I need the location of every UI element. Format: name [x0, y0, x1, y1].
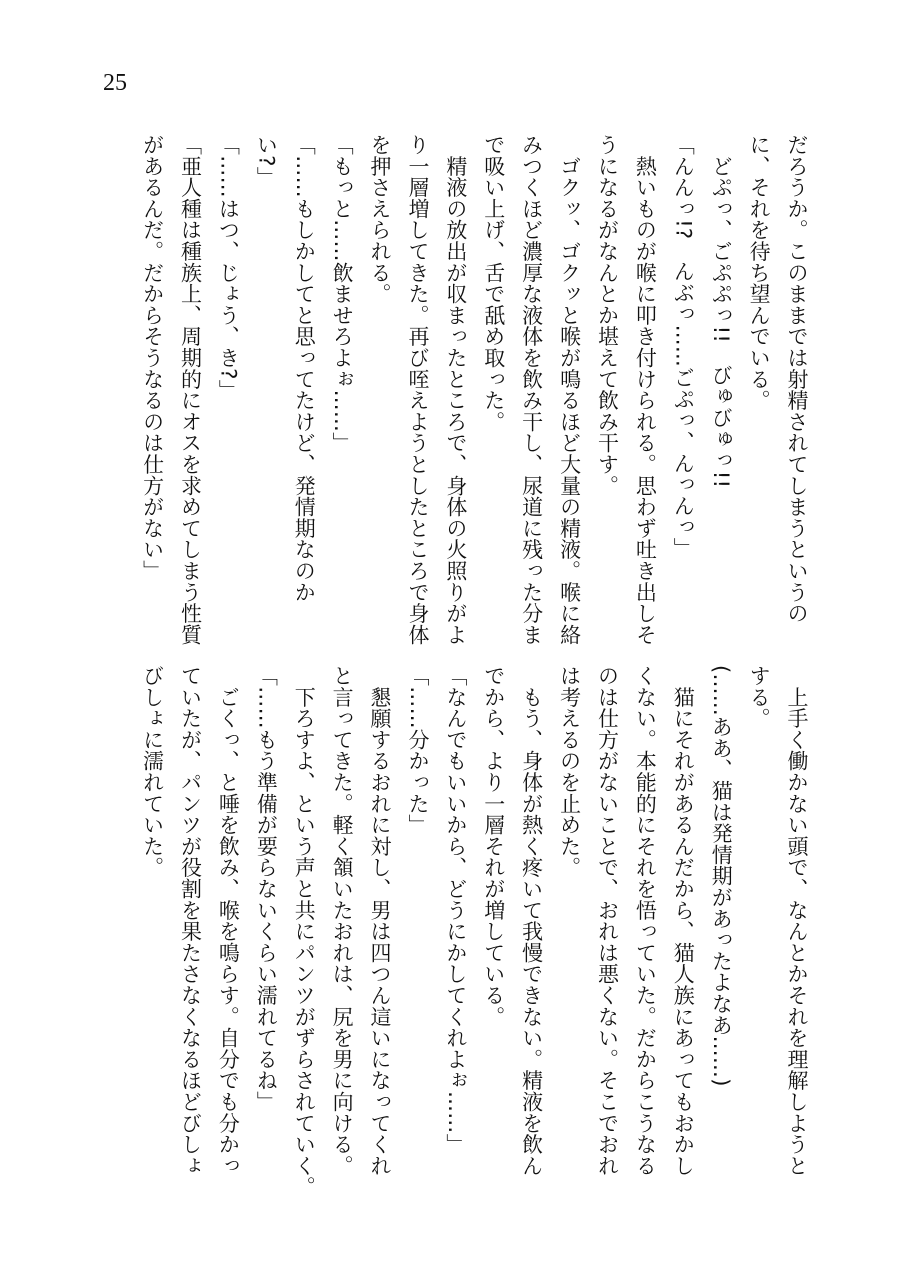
- text-line: ていたが、パンツが役割を果たさなくなるほどびしょ: [178, 665, 203, 1177]
- text-line: だろうか。このままでは射精されてしまうというの: [785, 134, 809, 624]
- text-line: と言ってきた。軽く頷いたおれは、尻を男に向ける。: [330, 665, 355, 1177]
- text-line: (……ああ、猫は発情期があったよなあ……): [709, 665, 734, 1087]
- page-number: 25: [103, 70, 127, 96]
- text-line: 熱いものが喉に叩き付けられる。思わず吐き出しそ: [633, 134, 658, 646]
- text-line: 「……はつ、じょう、き?」: [216, 134, 241, 402]
- text-line: もう、身体が熱く疼いて我慢できない。精液を飲ん: [519, 665, 544, 1177]
- text-line: うになるがなんとか堪えて飲み干す。: [595, 134, 620, 497]
- text-line: 「……もしかしてと思ってたけど、発情期なのか: [292, 134, 317, 603]
- text-line: ゴクッ、ゴクッと喉が鳴るほど大量の精液。喉に絡: [557, 134, 582, 646]
- text-line: 「亜人種は種族上、周期的にオスを求めてしまう性質: [178, 134, 203, 646]
- text-line: 「もっと……飲ませろよぉ……」: [330, 134, 355, 454]
- text-line: 上手く働かない頭で、なんとかそれを理解しようと: [785, 665, 809, 1177]
- text-line: する。: [747, 665, 772, 729]
- text-line: を押さえられる。: [368, 134, 393, 305]
- text-line: みつくほど濃厚な液体を飲み干し、尿道に残った分ま: [519, 134, 544, 646]
- text-line: 「……もう準備が要らないくらい濡れてるね」: [254, 665, 279, 1113]
- text-line: があるんだ。だからそうなるのは仕方がない」: [140, 134, 165, 582]
- text-line: くない。本能的にそれを悟っていた。だからこうなる: [633, 665, 658, 1177]
- text-line: のは仕方がないことで、おれは悪くない。そこでおれ: [595, 665, 620, 1177]
- text-line: に、それを待ち望んでいる。: [747, 134, 772, 411]
- text-line: ごくっ、と唾を飲み、喉を鳴らす。自分でも分かっ: [216, 665, 241, 1177]
- text-line: どぷっ、ごぷぷっ!! びゅびゅっ!!: [709, 134, 734, 489]
- text-line: 下ろすよ、という声と共にパンツがずらされていく。: [292, 665, 317, 1198]
- text-line: 「なんでもいいから、どうにかしてくれよぉ……」: [443, 665, 468, 1155]
- text-line: でから、より一層それが増している。: [481, 665, 506, 1028]
- text-line: は考えるのを止めた。: [557, 665, 582, 878]
- text-line: い?」: [254, 134, 279, 189]
- text-line: 「……分かった」: [405, 665, 430, 836]
- text-line: 猫にそれがあるんだから、猫人族にあってもおかし: [671, 665, 696, 1177]
- text-line: びしょに濡れていた。: [140, 665, 165, 878]
- text-line: 精液の放出が収まったところで、身体の火照りがよ: [443, 134, 468, 646]
- text-block-top: [133, 134, 815, 654]
- text-line: 「んんっ!? んぶっ……ごぷっ、んっんっ」: [671, 134, 696, 559]
- text-block-bottom: [133, 665, 815, 1198]
- text-line: り一層増してきた。再び咥えようとしたところで身体: [405, 134, 430, 646]
- text-line: で吸い上げ、舌で舐め取った。: [481, 134, 506, 433]
- text-line: 懇願するおれに対し、男は四つん這いになってくれ: [368, 665, 393, 1177]
